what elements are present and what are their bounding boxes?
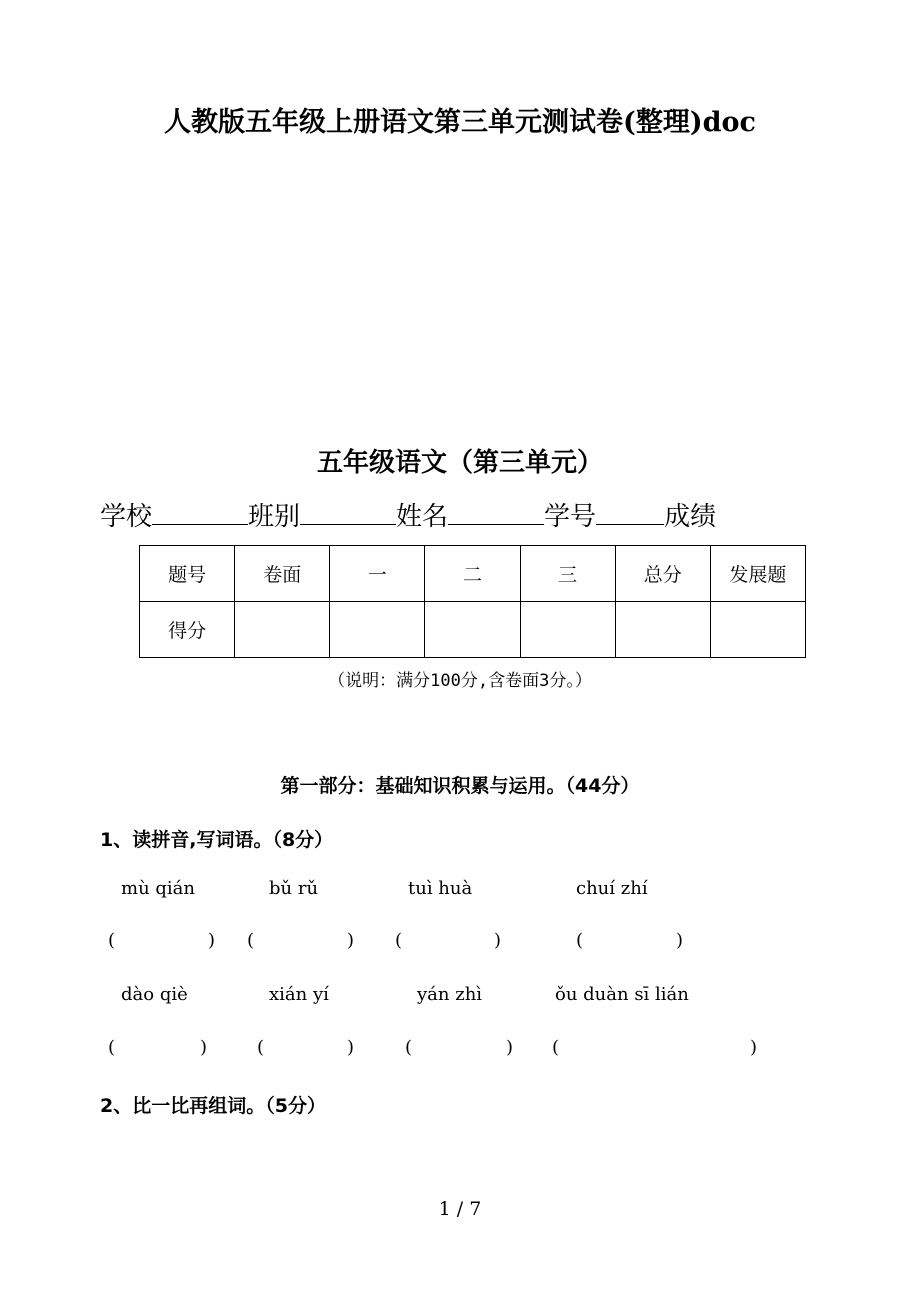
student-no-blank xyxy=(596,498,664,525)
answer-paren-open: ( xyxy=(247,930,255,951)
pinyin-prompt: bǔ rǔ xyxy=(269,878,319,899)
pinyin-prompt: ǒu duàn sī lián xyxy=(555,984,689,1005)
answer-paren-close: ) xyxy=(494,930,502,951)
answer-paren-close: ) xyxy=(347,1037,355,1058)
answer-paren-close: ) xyxy=(200,1037,208,1058)
score-header-cell: 二 xyxy=(425,546,520,602)
class-label: 班别 xyxy=(248,502,301,532)
pinyin-prompt: chuí zhí xyxy=(576,878,648,899)
question-2-title: 2、比一比再组词。（5分） xyxy=(100,1095,326,1117)
score-header-cell: 总分 xyxy=(615,546,710,602)
answer-paren-open: ( xyxy=(552,1037,560,1058)
name-blank xyxy=(448,498,544,525)
score-header-cell: 一 xyxy=(330,546,425,602)
school-blank xyxy=(152,498,248,525)
grade-label: 成绩 xyxy=(664,502,717,532)
school-label: 学校 xyxy=(100,502,153,532)
answer-paren-open: ( xyxy=(395,930,403,951)
score-cell[interactable] xyxy=(425,602,520,658)
score-cell[interactable] xyxy=(615,602,710,658)
score-table-score-row xyxy=(140,602,806,658)
score-cell[interactable] xyxy=(235,602,330,658)
class-blank xyxy=(300,498,396,525)
score-cell[interactable] xyxy=(520,602,615,658)
score-note: （说明：满分100分,含卷面3分。） xyxy=(328,671,592,691)
name-label: 姓名 xyxy=(396,502,449,532)
pinyin-prompt: dào qiè xyxy=(121,984,188,1005)
pinyin-prompt: tuì huà xyxy=(408,878,473,899)
pinyin-prompt: xián yí xyxy=(269,984,329,1005)
student-no-label: 学号 xyxy=(544,502,597,532)
score-cell[interactable] xyxy=(710,602,805,658)
answer-paren-open: ( xyxy=(576,930,584,951)
answer-paren-open: ( xyxy=(405,1037,413,1058)
pinyin-prompt: mù qián xyxy=(121,878,195,899)
answer-paren-close: ) xyxy=(347,930,355,951)
score-header-cell: 发展题 xyxy=(710,546,805,602)
answer-paren-close: ) xyxy=(750,1037,758,1058)
score-cell[interactable] xyxy=(330,602,425,658)
score-table xyxy=(139,545,806,658)
answer-paren-open: ( xyxy=(108,1037,116,1058)
answer-paren-close: ) xyxy=(506,1037,514,1058)
answer-paren-close: ) xyxy=(676,930,684,951)
student-info-line xyxy=(100,496,716,533)
document-title: 人教版五年级上册语文第三单元测试卷(整理)doc xyxy=(164,107,756,138)
page-number: 1 / 7 xyxy=(438,1198,482,1220)
answer-paren-open: ( xyxy=(257,1037,265,1058)
exam-subtitle: 五年级语文（第三单元） xyxy=(316,448,603,478)
score-header-cell: 题号 xyxy=(140,546,235,602)
score-table-header-row xyxy=(140,546,806,602)
score-row-label: 得分 xyxy=(140,602,235,658)
section-1-title: 第一部分：基础知识积累与运用。（44分） xyxy=(280,775,640,797)
question-1-title: 1、读拼音,写词语。（8分） xyxy=(100,829,334,851)
pinyin-prompt: yán zhì xyxy=(417,984,483,1005)
answer-paren-open: ( xyxy=(108,930,116,951)
score-header-cell: 三 xyxy=(520,546,615,602)
score-header-cell: 卷面 xyxy=(235,546,330,602)
answer-paren-close: ) xyxy=(208,930,216,951)
